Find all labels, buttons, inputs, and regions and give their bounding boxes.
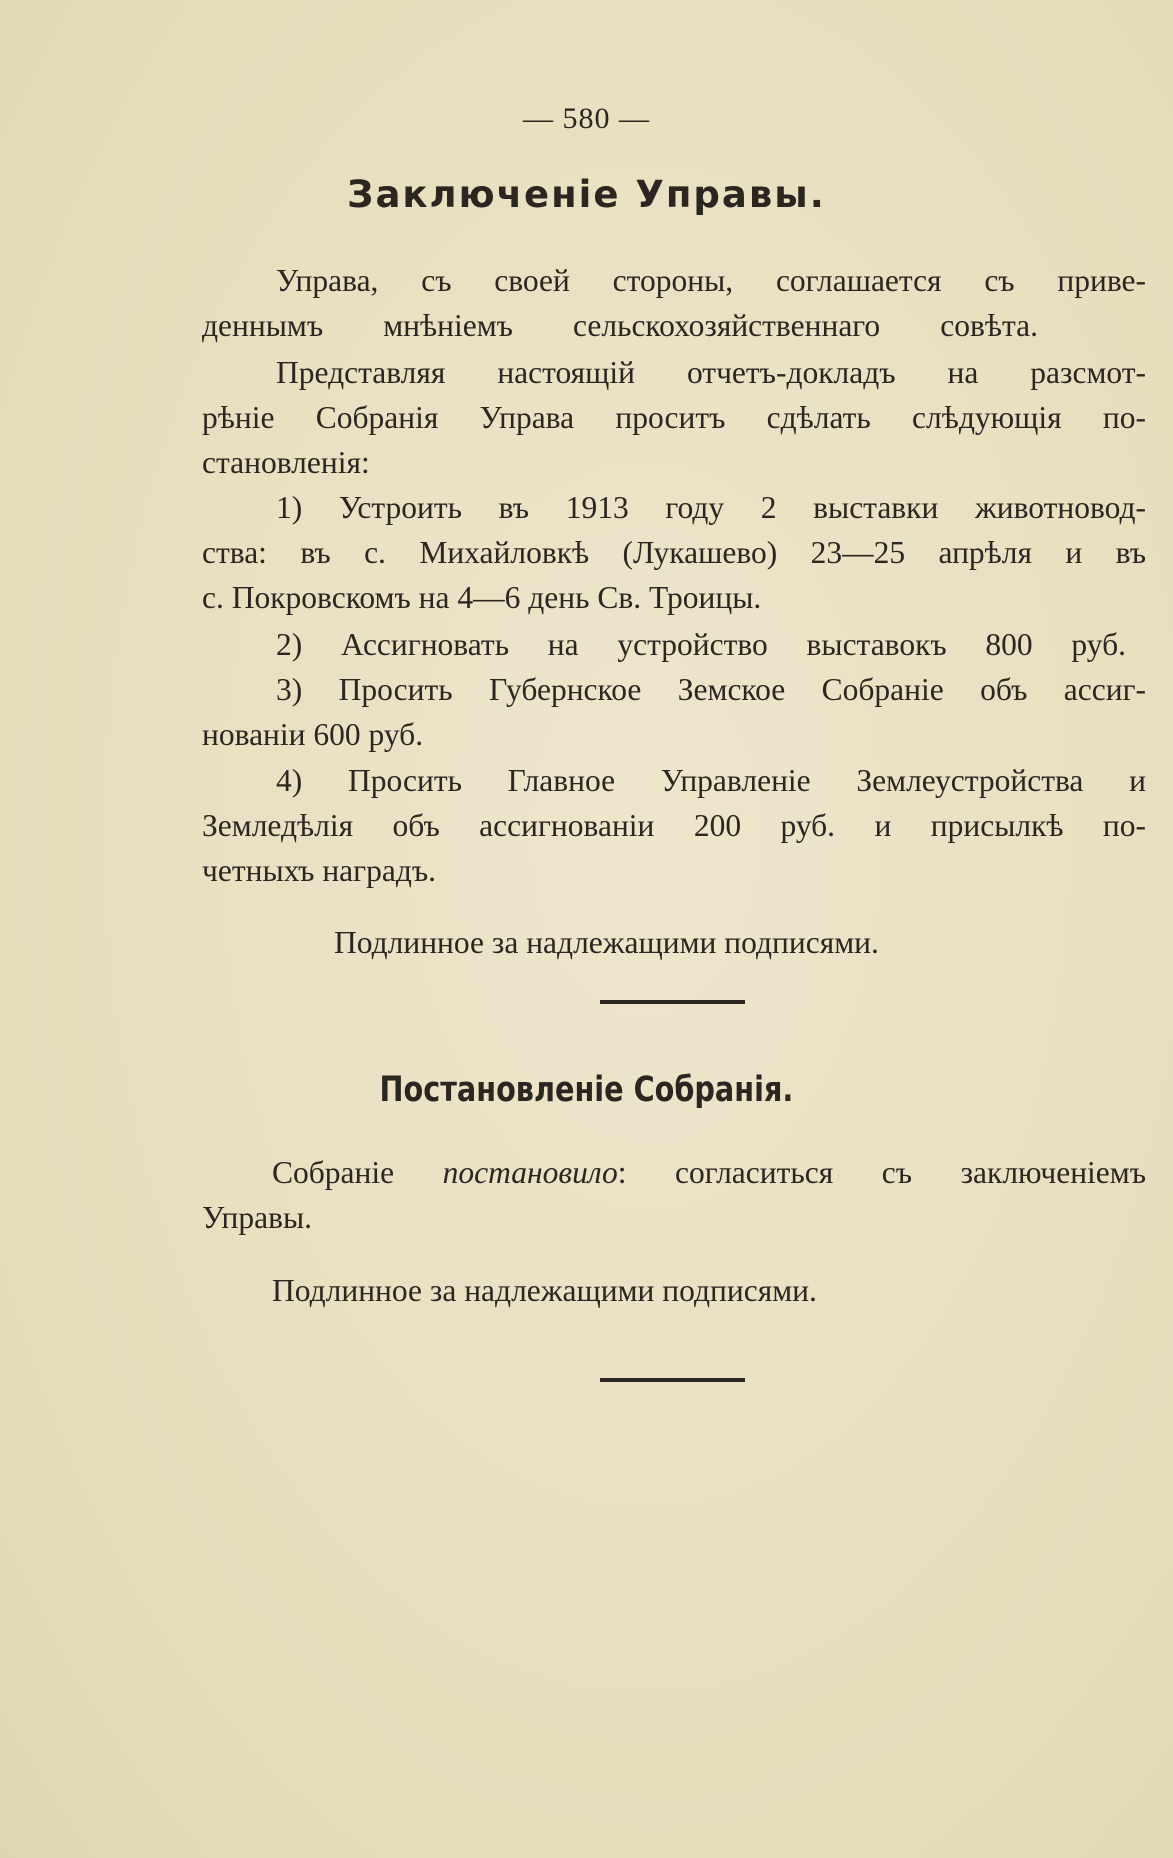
paragraph-line: Управы. (202, 1200, 313, 1235)
paragraph-line: Земледѣлія объ ассигнованіи 200 руб. и присылкѣ по- (202, 808, 1146, 843)
paragraph-line: нованіи 600 руб. (202, 717, 424, 752)
resolution-text-start: Собраніе (272, 1155, 443, 1190)
resolution-verb-italic: постановило (442, 1155, 618, 1190)
section-title-uprava: Заключеніе Управы. (347, 173, 826, 216)
page-number: — 580 — (523, 102, 650, 135)
paragraph-line: 2) Ассигновать на устройство выставокъ 800 руб. (276, 627, 1126, 662)
paragraph-line: деннымъ мнѣніемъ сельскохозяйственнаго совѣта. (202, 308, 1038, 343)
paragraph-line: ства: въ с. Михайловкѣ (Лукашево) 23—25 апрѣля и въ (202, 535, 1146, 570)
paragraph-line: Управа, съ своей стороны, соглашается съ приве- (276, 263, 1146, 298)
resolution-text-end: : согласиться съ заключеніемъ (617, 1155, 1147, 1190)
paragraph-line: четныхъ наградъ. (202, 853, 437, 888)
paragraph-line: Представляя настоящій отчетъ-докладъ на разсмот- (276, 355, 1146, 390)
paragraph-line (272, 1150, 1146, 1195)
section-divider (600, 1378, 745, 1382)
paragraph-line: 4) Просить Главное Управленіе Землеустройства и (276, 763, 1146, 798)
signature-note: Подлинное за надлежащими подписями. (272, 1273, 817, 1308)
section-divider (600, 1000, 745, 1004)
paragraph-line: с. Покровскомъ на 4—6 день Св. Троицы. (202, 580, 762, 615)
paragraph-line: 1) Устроить въ 1913 году 2 выставки животновод- (276, 490, 1146, 525)
paragraph-line: рѣніе Собранія Управа проситъ сдѣлать слѣдующія по- (202, 400, 1146, 435)
section-title-resolution: Постановленіе Собранія. (379, 1070, 794, 1110)
paragraph-line: 3) Просить Губернское Земское Собраніе объ ассиг- (276, 672, 1146, 707)
signature-note: Подлинное за надлежащими подписями. (334, 925, 879, 960)
paragraph-line: становленія: (202, 445, 370, 480)
